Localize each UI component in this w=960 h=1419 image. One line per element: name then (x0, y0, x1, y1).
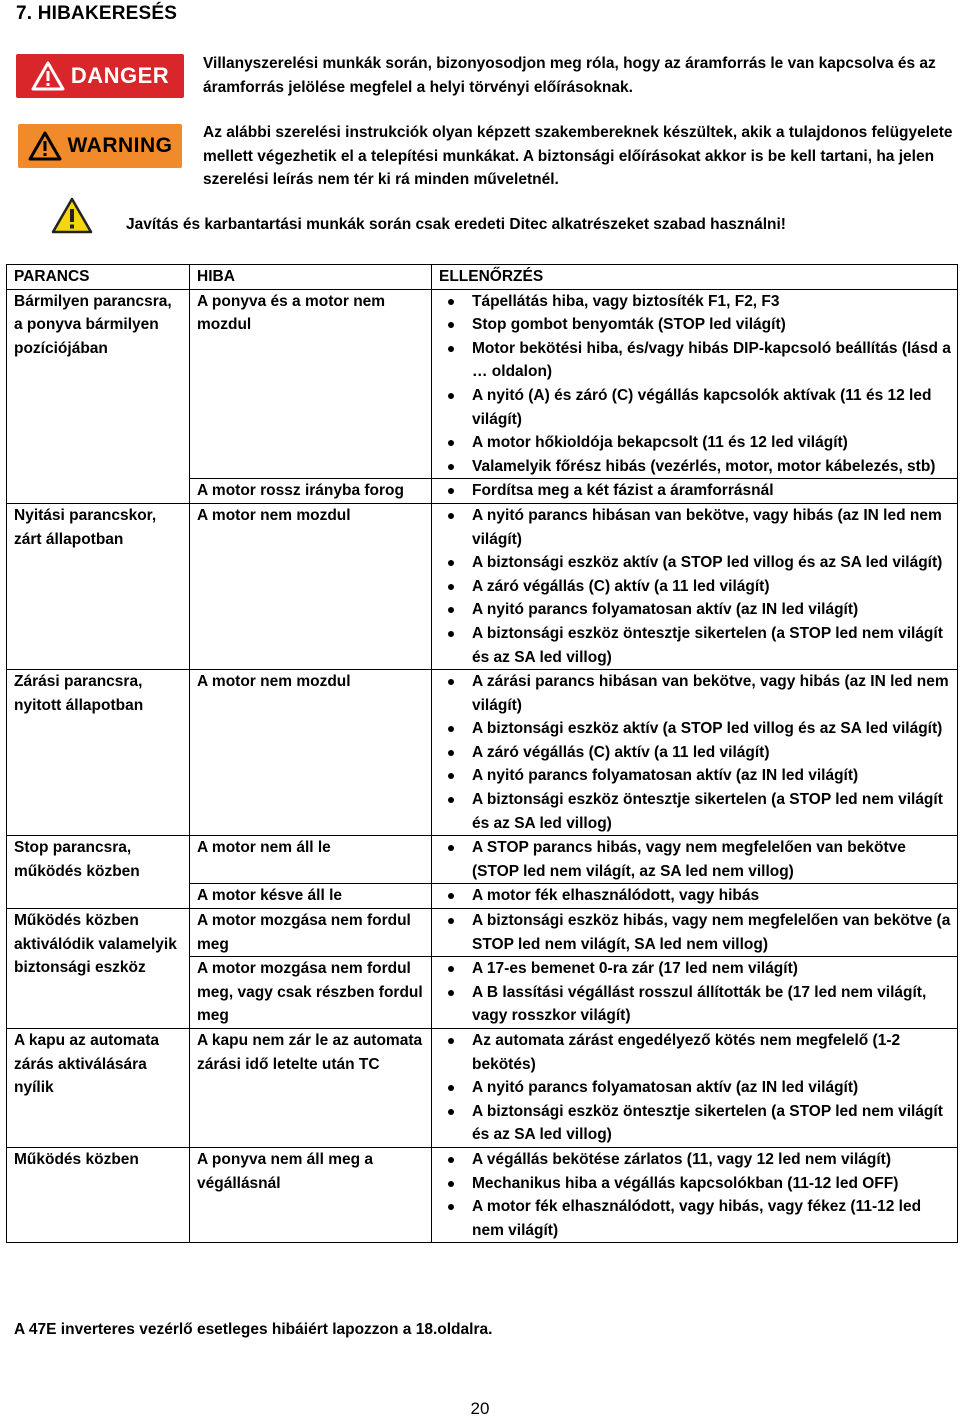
warning-label: WARNING (67, 134, 173, 157)
check-list (439, 670, 951, 835)
table-header-row (7, 265, 958, 290)
warning-notice: Az alábbi szerelési instrukciók olyan képzett szakembereknek készültek, akik a tulajdonos felügyelete mellett végezhetik el a telepítési munkákat. A biztonsági előírásokat akkor is be kell tartani, ha jelen szerelési leírás nem tér ki rá minden műveletnél. (203, 124, 953, 188)
fault-cell: A motor rossz irányba forog (190, 479, 432, 504)
check-item: A nyitó (A) és záró (C) végállás kapcsolók aktívak (11 és 12 led világít) (439, 384, 951, 431)
check-item: A B lassítási végállást rosszul állították be (17 led nem világít, vagy rosszkor világít) (439, 981, 951, 1028)
danger-label: DANGER (70, 63, 170, 88)
danger-notice: Villanyszerelési munkák során, bizonyosodjon meg róla, hogy az áramforrás le van kapcsolva és az áramforrás jelölése megfelel a helyi törvényi előírásoknak. (203, 55, 936, 96)
command-cell: Stop parancsra, működés közben (7, 836, 190, 909)
check-item: A zárási parancs hibásan van bekötve, vagy hibás (az IN led nem világít) (439, 670, 951, 717)
check-cell (432, 1029, 958, 1148)
command-cell: Bármilyen parancsra, a ponyva bármilyen pozíciójában (7, 289, 190, 503)
check-cell (432, 289, 958, 479)
check-item: A záró végállás (C) aktív (a 11 led világít) (439, 575, 951, 599)
check-cell (432, 909, 958, 957)
check-item: A nyitó parancs folyamatosan aktív (az IN led világít) (439, 1076, 951, 1100)
check-item: A motor fék elhasználódott, vagy hibás (439, 884, 951, 908)
fault-cell: A motor mozgása nem fordul meg (190, 909, 432, 957)
check-item: A motor fék elhasználódott, vagy hibás, vagy fékez (11-12 led nem világít) (439, 1195, 951, 1242)
fault-cell: A kapu nem zár le az automata zárási idő letelte után TC (190, 1029, 432, 1148)
check-item: Az automata zárást engedélyező kötés nem megfelelő (1-2 bekötés) (439, 1029, 951, 1076)
check-item: A 17-es bemenet 0-ra zár (17 led nem világít) (439, 957, 951, 981)
check-list (439, 957, 951, 1028)
check-item: A biztonsági eszköz öntesztje sikertelen (a STOP led nem világít és az SA led villog) (439, 622, 951, 669)
warning-sign (18, 124, 182, 168)
table-row (7, 1147, 958, 1242)
table-row (7, 909, 958, 957)
check-item: A biztonsági eszköz öntesztje sikertelen (a STOP led nem világít és az SA led villog) (439, 1100, 951, 1147)
check-item: Stop gombot benyomták (STOP led világít) (439, 313, 951, 337)
check-list (439, 909, 951, 956)
table-row (7, 670, 958, 836)
command-cell: A kapu az automata zárás aktiválására nyílik (7, 1029, 190, 1148)
check-item: Fordítsa meg a két fázist a áramforrásnál (439, 479, 951, 503)
check-item: Mechanikus hiba a végállás kapcsolókban (11-12 led OFF) (439, 1172, 951, 1196)
check-item: A nyitó parancs folyamatosan aktív (az IN led világít) (439, 598, 951, 622)
page-number: 20 (470, 1399, 490, 1418)
check-item: Motor bekötési hiba, és/vagy hibás DIP-kapcsoló beállítás (lásd a … oldalon) (439, 337, 951, 384)
check-item: A biztonsági eszköz hibás, vagy nem megfelelően van bekötve (a STOP led nem világít, SA led nem villog) (439, 909, 951, 956)
check-item: A biztonsági eszköz öntesztje sikertelen (a STOP led nem világít és az SA led villog) (439, 788, 951, 835)
check-cell (432, 670, 958, 836)
command-cell: Működés közben aktiválódik valamelyik biztonsági eszköz (7, 909, 190, 1029)
check-cell (432, 479, 958, 504)
fault-cell: A motor nem áll le (190, 836, 432, 884)
check-item: A STOP parancs hibás, vagy nem megfelelően van bekötve (STOP led nem világít, az SA led nem villog) (439, 836, 951, 883)
table-body (7, 289, 958, 1243)
header-command: PARANCS (7, 265, 190, 290)
check-list (439, 290, 951, 479)
fault-cell: A motor késve áll le (190, 884, 432, 909)
fault-cell: A motor nem mozdul (190, 503, 432, 669)
command-cell: Zárási parancsra, nyitott állapotban (7, 670, 190, 836)
check-item: A záró végállás (C) aktív (a 11 led világít) (439, 741, 951, 765)
table-row (7, 836, 958, 884)
danger-sign (16, 54, 184, 98)
command-cell: Nyitási parancskor, zárt állapotban (7, 503, 190, 669)
fault-cell: A motor mozgása nem fordul meg, vagy csak részben fordul meg (190, 957, 432, 1029)
check-item: A biztonsági eszköz aktív (a STOP led villog és az SA led világít) (439, 717, 951, 741)
footnote: A 47E inverteres vezérlő esetleges hibáiért lapozzon a 18.oldalra. (14, 1321, 493, 1338)
check-cell (432, 884, 958, 909)
check-cell (432, 836, 958, 884)
caution-notice: Javítás és karbantartási munkák során csak eredeti Ditec alkatrészeket szabad használni! (126, 216, 786, 233)
header-fault: HIBA (190, 265, 432, 290)
check-item: Tápellátás hiba, vagy biztosíték F1, F2, F3 (439, 290, 951, 314)
fault-cell: A ponyva és a motor nem mozdul (190, 289, 432, 479)
check-list (439, 836, 951, 883)
warning-triangle-icon (28, 131, 62, 161)
check-item: A nyitó parancs hibásan van bekötve, vagy hibás (az IN led nem világít) (439, 504, 951, 551)
header-check: ELLENŐRZÉS (432, 265, 958, 290)
check-cell (432, 1147, 958, 1242)
page-title: 7. HIBAKERESÉS (16, 3, 178, 24)
check-cell (432, 957, 958, 1029)
check-item: A biztonsági eszköz aktív (a STOP led villog és az SA led világít) (439, 551, 951, 575)
check-item: A nyitó parancs folyamatosan aktív (az IN led világít) (439, 764, 951, 788)
check-list (439, 479, 951, 503)
check-cell (432, 503, 958, 669)
command-cell: Működés közben (7, 1147, 190, 1242)
check-list (439, 1148, 951, 1242)
fault-cell: A motor nem mozdul (190, 670, 432, 836)
check-list (439, 1029, 951, 1147)
caution-triangle-icon (50, 196, 94, 236)
table-row (7, 503, 958, 669)
troubleshooting-table (6, 264, 958, 1243)
danger-triangle-icon (31, 61, 65, 91)
table-row (7, 289, 958, 479)
check-list (439, 884, 951, 908)
check-list (439, 504, 951, 669)
check-item: A végállás bekötése zárlatos (11, vagy 12 led nem világít) (439, 1148, 951, 1172)
check-item: Valamelyik főrész hibás (vezérlés, motor, motor kábelezés, stb) (439, 455, 951, 479)
table-row (7, 1029, 958, 1148)
fault-cell: A ponyva nem áll meg a végállásnál (190, 1147, 432, 1242)
check-item: A motor hőkioldója bekapcsolt (11 és 12 led világít) (439, 431, 951, 455)
